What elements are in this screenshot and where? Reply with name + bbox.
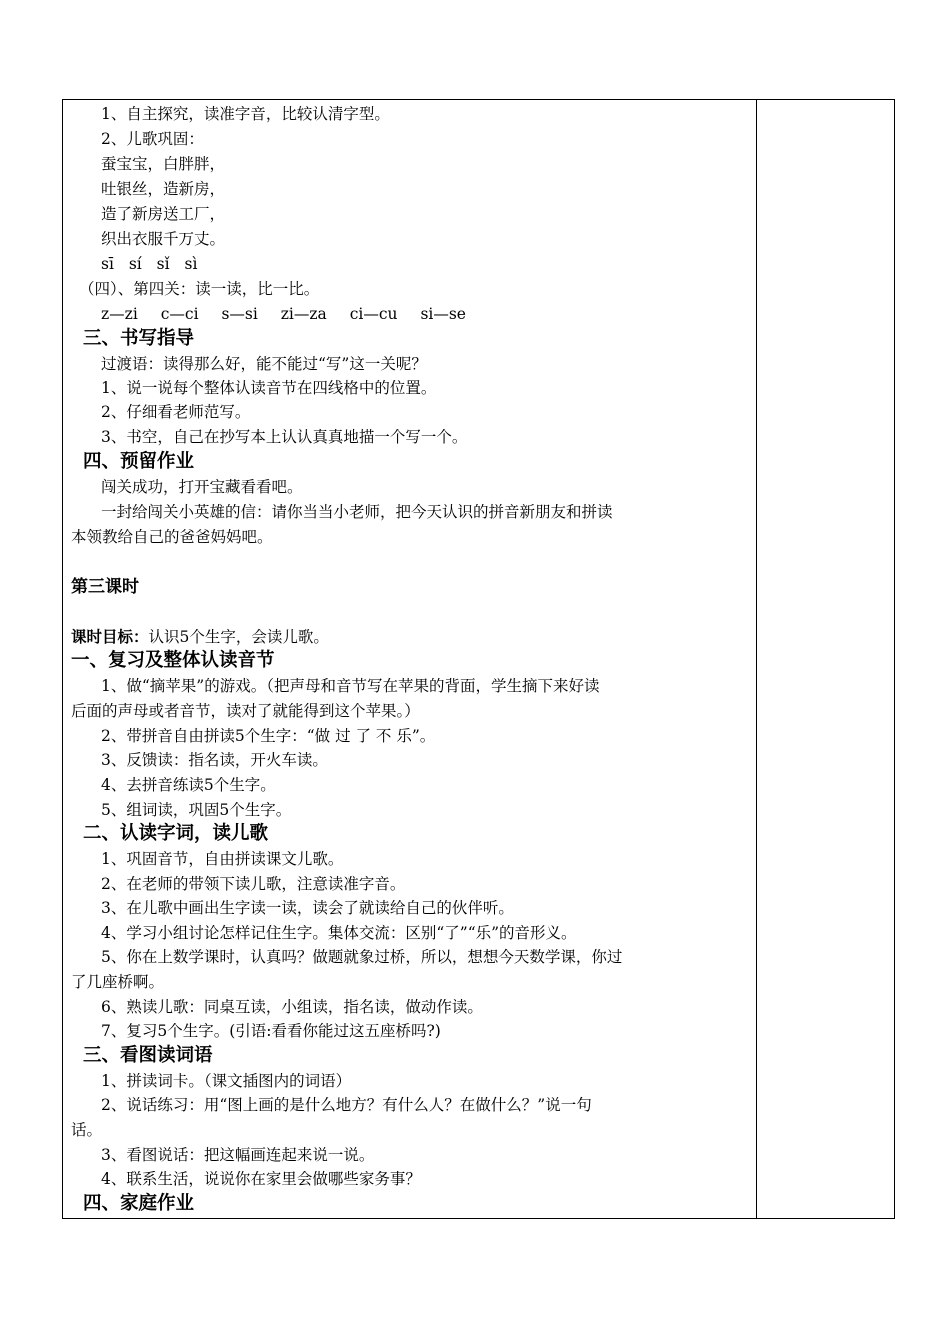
text-line: 2、仔细看老师范写。 — [101, 403, 251, 421]
text-line: 过渡语：读得那么好，能不能过“写”这一关呢？ — [101, 355, 427, 373]
text-line: 了几座桥啊。 — [71, 973, 165, 991]
text-line: 7、复习5个生字。(引语:看看你能过这五座桥吗?) — [101, 1022, 441, 1040]
text-line: 4、去拼音练读5个生字。 — [101, 776, 276, 794]
section-heading: 三、看图读词语 — [83, 1045, 213, 1066]
text-line: 1、拼读词卡。（课文插图内的词语） — [101, 1072, 352, 1090]
poem-line: 造了新房送工厂， — [101, 205, 226, 223]
text-line: 本领教给自己的爸爸妈妈吧。 — [71, 528, 273, 546]
text-line: 3、反馈读：指名读，开火车读。 — [101, 751, 328, 769]
poem-line: 织出衣服千万丈。 — [101, 230, 226, 248]
poem-line: 吐银丝，造新房， — [101, 180, 226, 198]
pinyin-line: sī sí sǐ sì — [101, 255, 198, 273]
text-line: 闯关成功，打开宝藏看看吧。 — [101, 478, 303, 496]
text-line: 4、学习小组讨论怎样记住生字。集体交流：区别“了”“乐”的音形义。 — [101, 924, 577, 942]
text-line: （四）、第四关：读一读，比一比。 — [79, 280, 320, 298]
poem-line: 蚕宝宝，白胖胖， — [101, 155, 226, 173]
text-line: 4、联系生活，说说你在家里会做哪些家务事？ — [101, 1170, 421, 1188]
text-line: 1、做“摘苹果”的游戏。（把声母和音节写在苹果的背面，学生摘下来好读 — [101, 677, 600, 695]
text-line: 后面的声母或者音节，读对了就能得到这个苹果。） — [71, 702, 420, 720]
section-heading: 二、认读字词，读儿歌 — [83, 823, 269, 844]
text-line: 1、巩固音节，自由拼读课文儿歌。 — [101, 850, 344, 868]
section-heading: 三、书写指导 — [83, 328, 195, 349]
text-line: 话。 — [71, 1121, 103, 1139]
section-heading: 四、预留作业 — [83, 451, 195, 472]
text-line: 5、组词读，巩固5个生字。 — [101, 801, 292, 819]
section-heading: 四、家庭作业 — [83, 1193, 195, 1214]
text-line: 3、书空，自己在抄写本上认认真真地描一个写一个。 — [101, 428, 468, 446]
text-line: 5、你在上数学课时，认真吗？做题就象过桥，所以，想想今天数学课，你过 — [101, 948, 623, 966]
text-line: 3、看图说话：把这幅画连起来说一说。 — [101, 1146, 375, 1164]
lesson-title: 第三课时 — [71, 577, 139, 597]
text-line: 2、儿歌巩固： — [101, 130, 204, 148]
section-heading: 一、复习及整体认读音节 — [71, 650, 275, 671]
text-line: 2、在老师的带领下读儿歌，注意读准字音。 — [101, 875, 406, 893]
lesson-goal-text: 认识5个生字，会读儿歌。 — [148, 628, 329, 646]
lesson-plan-table — [62, 99, 895, 1219]
text-line: 6、熟读儿歌：同桌互读，小组读，指名读，做动作读。 — [101, 998, 483, 1016]
text-line: 一封给闯关小英雄的信：请你当当小老师，把今天认识的拼音新朋友和拼读 — [101, 503, 613, 521]
text-line: 3、在儿歌中画出生字读一读，读会了就读给自己的伙伴听。 — [101, 899, 514, 917]
text-line: 1、自主探究，读准字音，比较认清字型。 — [101, 105, 390, 123]
text-line: 1、说一说每个整体认读音节在四线格中的位置。 — [101, 379, 437, 397]
lesson-goal-line — [71, 625, 329, 649]
text-line: 2、说话练习：用“图上画的是什么地方？有什么人？在做什么？”说一句 — [101, 1096, 592, 1114]
column-divider — [756, 100, 757, 1218]
lesson-goal-label: 课时目标： — [71, 628, 149, 646]
pinyin-pairs-line: z—zi c—ci s—si zi—za ci—cu si—se — [101, 305, 466, 323]
text-line: 2、带拼音自由拼读5个生字：“做 过 了 不 乐”。 — [101, 727, 436, 745]
